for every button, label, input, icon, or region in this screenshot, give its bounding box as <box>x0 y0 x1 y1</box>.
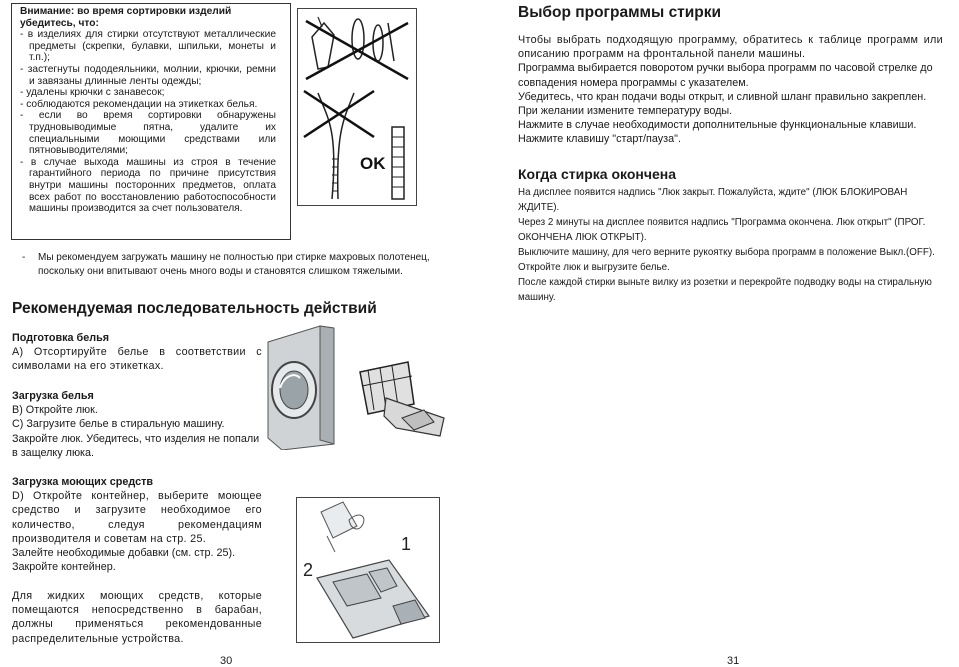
detergent-drawer-illustration <box>296 497 440 643</box>
program-paragraph: Программа выбирается поворотом ручки выбора программ по часовой стрелке до совпадения номера программы с указателем. <box>518 62 933 89</box>
note-text: Мы рекомендуем загружать машину не полностью при стирке махровых полотенец, поскольку они впитывают очень много воды и становятся слишком тяжелыми. <box>38 252 430 277</box>
done-lines <box>518 185 948 305</box>
done-line: Выключите машину, для чего верните рукоятку выбора программ в положение Выкл.(OFF). <box>518 247 935 258</box>
page-number-left: 30 <box>220 655 233 667</box>
section-detergent <box>12 475 262 574</box>
warning-item: - застегнуты пододеяльники, молнии, крючки, ремни и завязаны длинные ленты одежды; <box>20 63 276 87</box>
done-heading: Когда стирка окончена <box>518 166 676 182</box>
section-loading <box>12 389 262 460</box>
sequence-heading: Рекомендуемая последовательность действий <box>12 300 377 317</box>
section-line: D) Откройте контейнер, выберите моющее средство и загрузите необходимое его количество, следуя рекомендациям производителя и советам на стр. 25. <box>12 490 262 545</box>
drawer-label-1: 1 <box>401 534 412 554</box>
section-line: Залейте необходимые добавки (см. стр. 25). <box>12 547 236 560</box>
section-title: Загрузка белья <box>12 390 94 402</box>
liquid-detergent-note: Для жидких моющих средств, которые помещаются непосредственно в барабан, должны применяться рекомендованные распределительные устройства. <box>12 590 262 645</box>
program-paragraph: Нажмите в случае необходимости дополнительные функциональные клавиши. <box>518 119 917 132</box>
section-title: Подготовка белья <box>12 332 110 344</box>
zipper-ok-icon <box>298 9 416 205</box>
done-line: После каждой стирки выньте вилку из розетки и перекройте подводку воды на стиральную машину. <box>518 277 932 303</box>
section-title: Загрузка моющих средств <box>12 476 154 488</box>
section-preparation <box>12 331 262 374</box>
warning-text <box>20 6 276 215</box>
warning-item: - соблюдаются рекомендации на этикетках белья. <box>20 98 258 110</box>
program-paragraph: Нажмите клавишу "старт/пауза". <box>518 133 681 146</box>
warning-title-line1: Внимание: во время сортировки изделий <box>20 6 232 17</box>
section-line: C) Загрузите белье в стиральную машину. Закройте люк. Убедитесь, что изделия не попали в защелку люка. <box>12 418 260 459</box>
washing-machine-illustration <box>264 318 454 450</box>
page-number-right: 31 <box>727 655 740 667</box>
done-line: На дисплее появится надпись "Люк закрыт. Пожалуйста, ждите" (ЛЮК БЛОКИРОВАН ЖДИТЕ). <box>518 187 908 213</box>
drawer-label-2: 2 <box>303 560 314 580</box>
warning-title-line2: убедитесь, что: <box>20 17 99 29</box>
section-line: B) Откройте люк. <box>12 404 98 417</box>
prohibited-items-icon <box>297 8 417 206</box>
program-paragraph: Чтобы выбрать подходящую программу, обратитесь к таблице программ или описанию программ на фронтальной панели машины. <box>518 34 943 61</box>
warning-item: - удалены крючки с занавесок; <box>20 87 165 99</box>
warning-item: - в изделиях для стирки отсутствуют металлические предметы (скрепки, булавки, шпильки, монеты и т.п.); <box>20 29 276 64</box>
done-line: Откройте люк и выгрузите белье. <box>518 262 670 273</box>
ok-label: OK <box>360 154 386 173</box>
note-dash: - <box>22 252 26 263</box>
section-line: Закройте контейнер. <box>12 561 116 574</box>
program-paragraph: Убедитесь, что кран подачи воды открыт, и сливной шланг правильно закреплен. <box>518 90 927 103</box>
done-line: Через 2 минуты на дисплее появится надпись "Программа окончена. Люк открыт" (ПРОГ. ОКОНЧЕНА ЛЮК ОТКРЫТ). <box>518 217 926 243</box>
program-heading: Выбор программы стирки <box>518 4 722 21</box>
note-paragraph <box>22 251 442 278</box>
warning-item: - если во время сортировки обнаружены трудновыводимые пятна, удалите их специальными моющими средствами или пятновыводителями; <box>20 110 276 157</box>
section-line: А) Отсортируйте белье в соответствии с символами на его этикетках. <box>12 346 262 373</box>
program-paragraphs <box>518 33 943 147</box>
warning-item: - в случае выхода машины из строя в течение гарантийного периода по причине присутствия внутри машины посторонних предметов, оплата всех работ по восстановлению работоспособности машины производится за счет пользователя. <box>20 156 276 215</box>
program-paragraph: При желании измените температуру воды. <box>518 105 733 118</box>
